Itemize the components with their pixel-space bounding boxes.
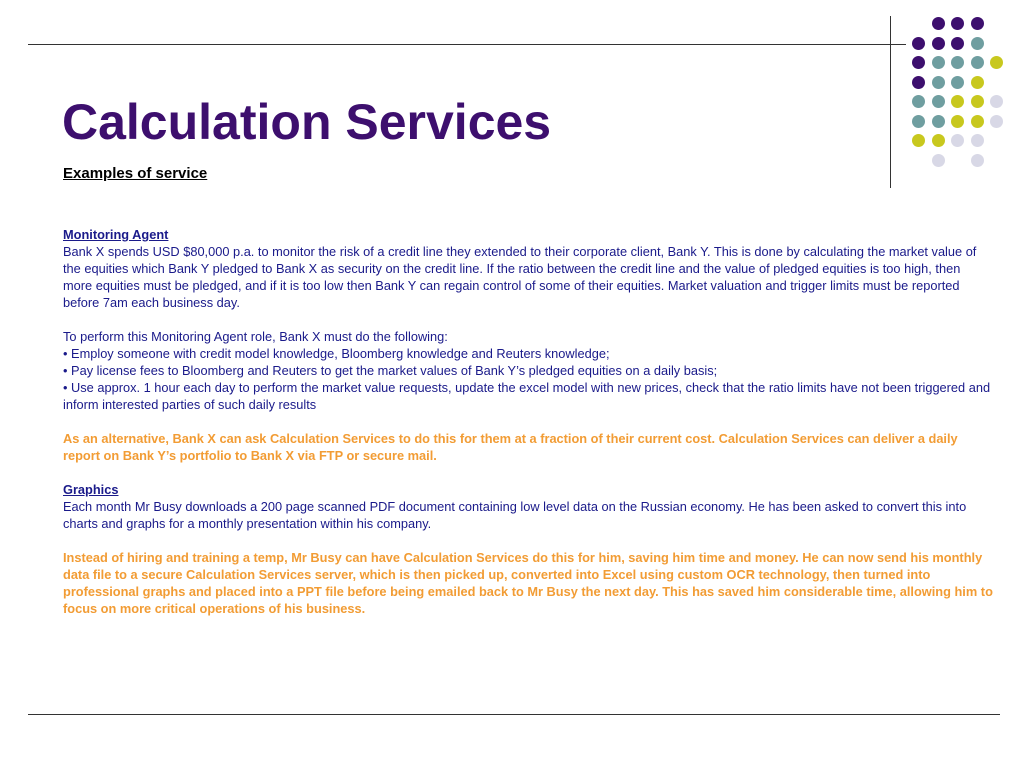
decorative-dot bbox=[971, 17, 984, 30]
monitoring-agent-paragraph: Bank X spends USD $80,000 p.a. to monitor the risk of a credit line they extended to their corporate client, Bank Y. This is done by calculating the market value of the equities which Bank Y pledged to Bank X as security on the credit line. If the ratio between the credit line and the value of pledged equities is too high, then more equities must be pledged, and if it is too low then Bank Y can regain control of some of their equities. Market valuation and trigger limits must be reported before 7am each business day. bbox=[63, 244, 977, 310]
decorative-dot bbox=[932, 95, 945, 108]
decorative-dot bbox=[951, 115, 964, 128]
decorative-dot bbox=[990, 95, 1003, 108]
slide-subtitle: Examples of service bbox=[63, 165, 208, 182]
decorative-dot bbox=[951, 134, 964, 147]
decorative-dot bbox=[971, 56, 984, 69]
slide-title: Calculation Services bbox=[62, 94, 552, 150]
decorative-dot bbox=[932, 17, 945, 30]
decorative-dot bbox=[971, 95, 984, 108]
decorative-dot bbox=[990, 115, 1003, 128]
graphics-heading: Graphics bbox=[63, 482, 119, 497]
decorative-dot bbox=[971, 76, 984, 89]
decorative-dot bbox=[971, 154, 984, 167]
graphics-paragraph: Each month Mr Busy downloads a 200 page scanned PDF document containing low level data on the Russian economy. He has been asked to convert this into charts and graphs for a monthly presentation within his company. bbox=[63, 499, 967, 531]
decorative-dot bbox=[971, 115, 984, 128]
decorative-dot bbox=[951, 76, 964, 89]
slide-body bbox=[63, 226, 993, 617]
decorative-dot bbox=[912, 115, 925, 128]
monitoring-alternative-paragraph: As an alternative, Bank X can ask Calculation Services to do this for them at a fraction of their current cost. Calculation Services can deliver a daily report on Bank Y’s portfolio to Bank X via FTP or secure mail. bbox=[63, 431, 958, 463]
decorative-dot bbox=[912, 134, 925, 147]
decorative-dot bbox=[990, 56, 1003, 69]
decorative-dot bbox=[932, 37, 945, 50]
bullet-item: • Pay license fees to Bloomberg and Reuters to get the market values of Bank Y’s pledged equities on a daily basis; bbox=[63, 363, 718, 378]
decorative-dot bbox=[951, 17, 964, 30]
decorative-dot bbox=[971, 37, 984, 50]
decorative-dot bbox=[951, 37, 964, 50]
bullet-item: • Employ someone with credit model knowledge, Bloomberg knowledge and Reuters knowledge; bbox=[63, 346, 610, 361]
bullet-item: • Use approx. 1 hour each day to perform the market value requests, update the excel model with new prices, check that the ratio limits have not been triggered and inform interested parties of such daily results bbox=[63, 380, 991, 412]
bottom-divider bbox=[28, 714, 1000, 715]
decorative-dot bbox=[912, 76, 925, 89]
top-divider bbox=[28, 44, 906, 45]
decorative-dot bbox=[912, 95, 925, 108]
decorative-dot bbox=[951, 56, 964, 69]
decorative-dot bbox=[932, 76, 945, 89]
decorative-dot bbox=[971, 134, 984, 147]
monitoring-agent-heading: Monitoring Agent bbox=[63, 227, 169, 242]
monitoring-agent-intro: To perform this Monitoring Agent role, Bank X must do the following: bbox=[63, 329, 448, 344]
decorative-dot bbox=[932, 115, 945, 128]
decorative-dot bbox=[951, 95, 964, 108]
decorative-dot bbox=[932, 154, 945, 167]
decorative-dot bbox=[932, 134, 945, 147]
decorative-dot bbox=[932, 56, 945, 69]
decorative-dot bbox=[912, 37, 925, 50]
decorative-dot bbox=[912, 56, 925, 69]
graphics-alternative-paragraph: Instead of hiring and training a temp, Mr Busy can have Calculation Services do this for him, saving him time and money. He can now send his monthly data file to a secure Calculation Services server, which is then picked up, converted into Excel using custom OCR technology, then turned into professional graphs and placed into a PPT file before being emailed back to Mr Busy the next day. This has saved him considerable time, allowing him to focus on more critical operations of his business. bbox=[63, 550, 993, 616]
corner-vertical-divider bbox=[890, 16, 891, 188]
